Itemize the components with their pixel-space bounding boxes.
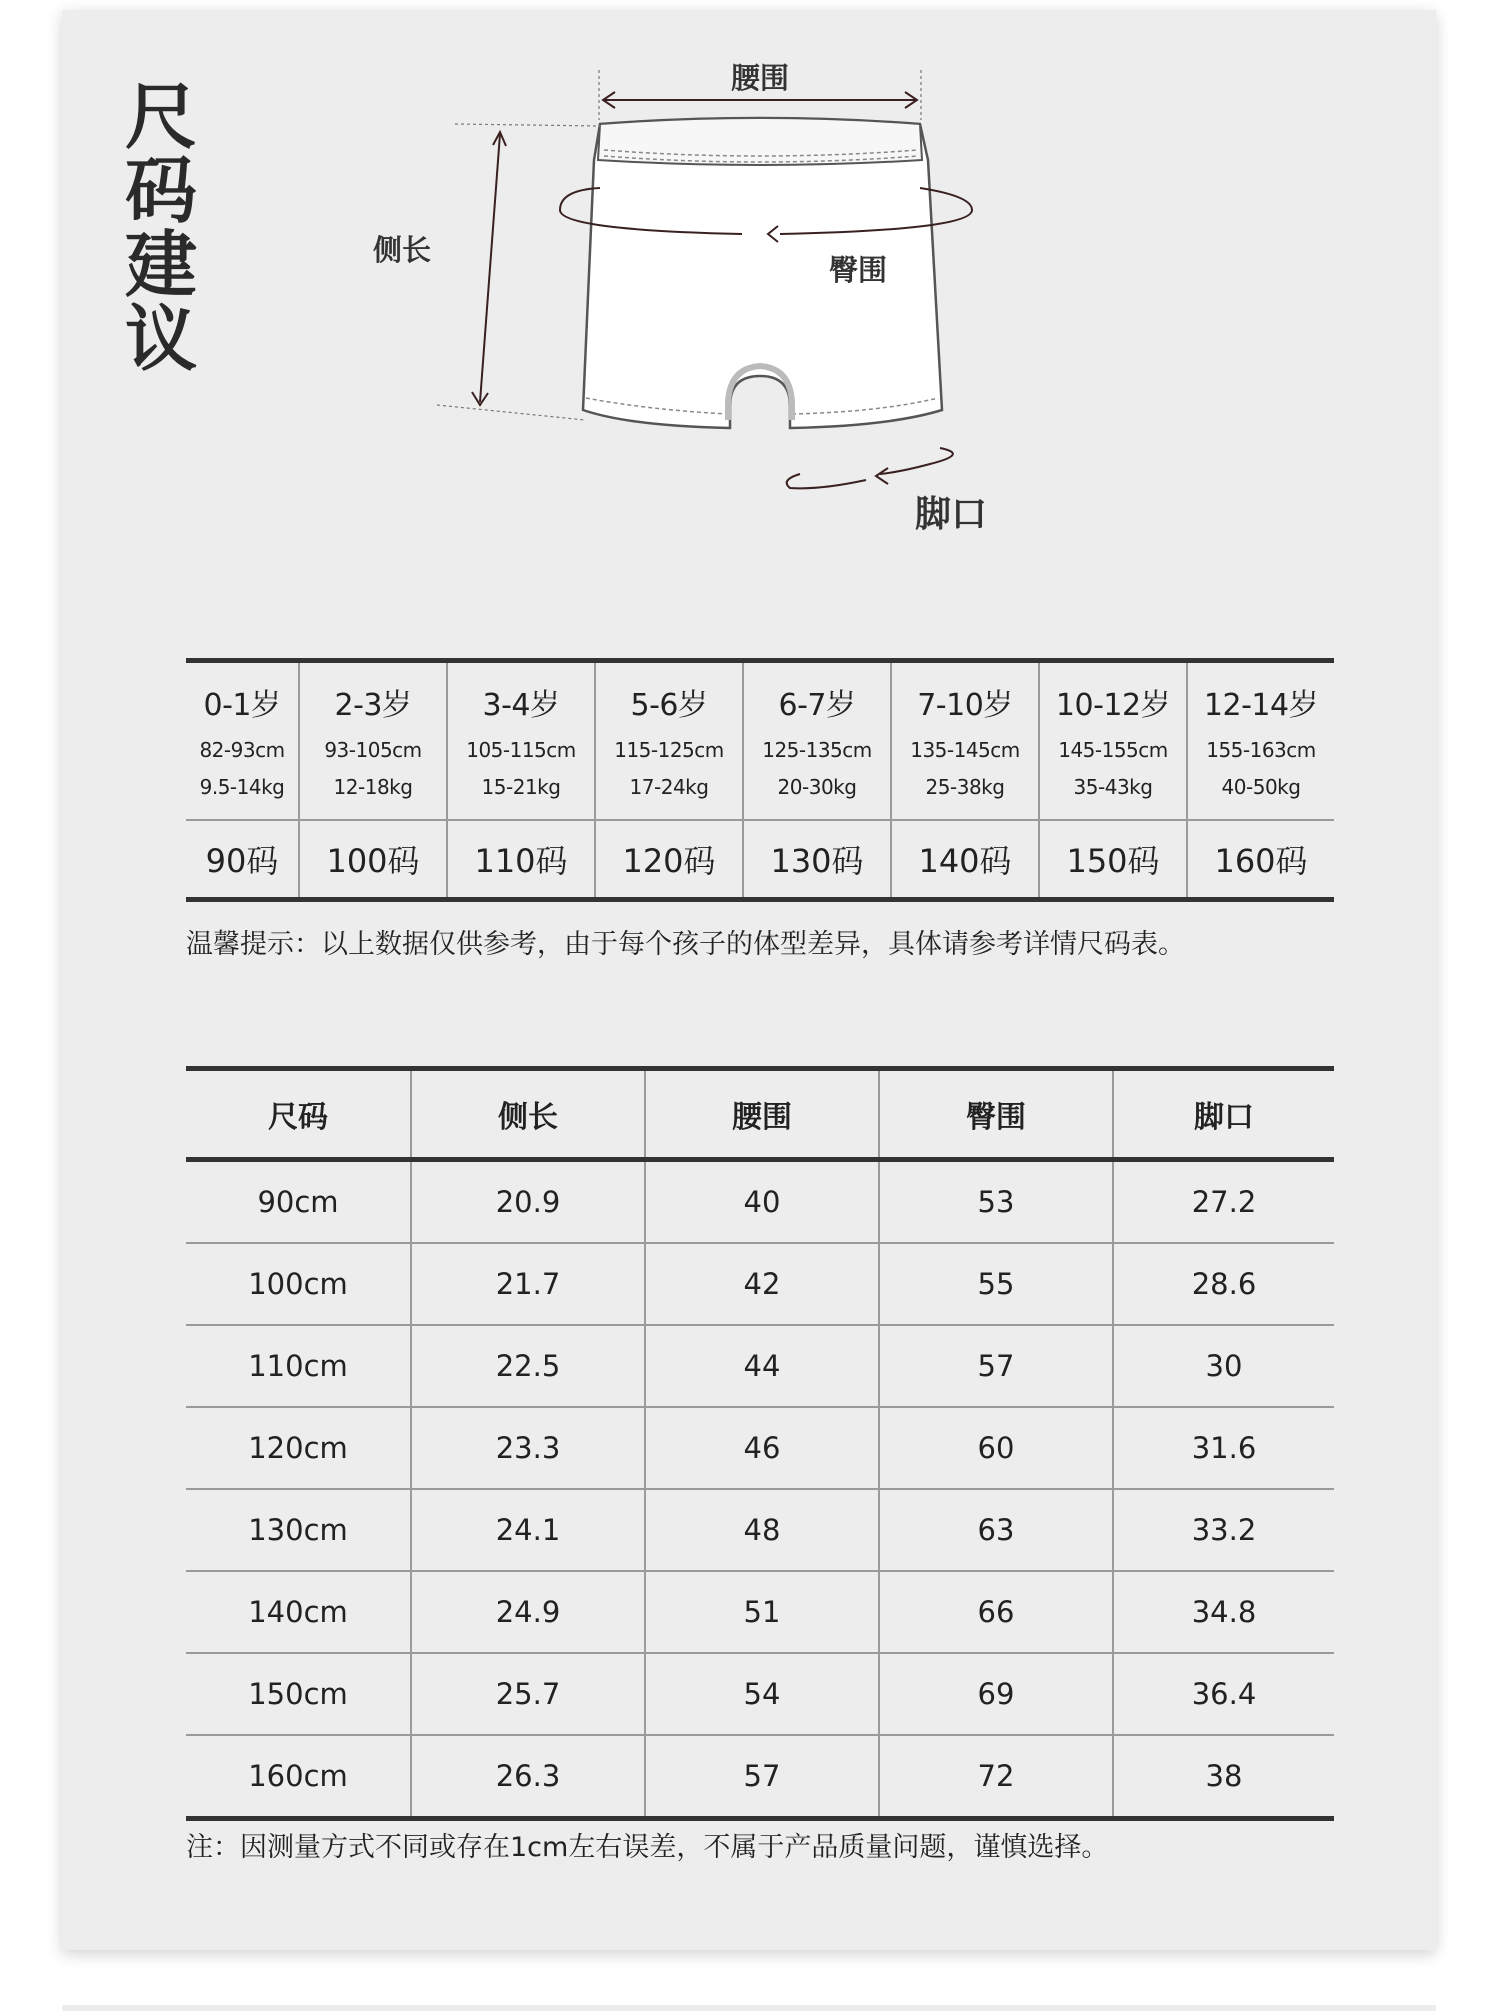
note-text: 注：因测量方式不同或存在1cm左右误差，不属于产品质量问题，谨慎选择。: [186, 1832, 1109, 1863]
shorts-diagram: [0, 0, 1500, 560]
title-char: 尺: [125, 75, 198, 159]
age-info: [596, 663, 742, 821]
bottom-divider: [62, 2005, 1436, 2011]
age-column: [186, 663, 298, 897]
table-cell: 42: [645, 1243, 879, 1325]
table-cell: 27.2: [1113, 1160, 1334, 1244]
waist-label: 腰围: [731, 61, 790, 95]
table-cell: 48: [645, 1489, 879, 1571]
age-column: [1186, 663, 1334, 897]
table-cell: 63: [879, 1489, 1113, 1571]
table-cell: 20.9: [411, 1160, 645, 1244]
header-size: 尺码: [186, 1069, 411, 1160]
table-cell: 31.6: [1113, 1407, 1334, 1489]
table-row: [186, 1325, 1334, 1407]
table-cell: 34.8: [1113, 1571, 1334, 1653]
table-cell: 46: [645, 1407, 879, 1489]
table-row: [186, 1407, 1334, 1489]
age-label: 0-1岁: [203, 688, 281, 723]
table-cell: 110cm: [186, 1325, 411, 1407]
tip-text: 温馨提示：以上数据仅供参考，由于每个孩子的体型差异，具体请参考详情尺码表。: [186, 929, 1185, 960]
title-char: 码: [125, 149, 198, 233]
age-info: [448, 663, 594, 821]
table-cell: 54: [645, 1653, 879, 1735]
table-cell: 33.2: [1113, 1489, 1334, 1571]
title-char: 建: [125, 223, 198, 307]
age-info: [1040, 663, 1186, 821]
recommended-size: 100码: [326, 842, 420, 880]
age-info: [1188, 663, 1334, 821]
age-column: [890, 663, 1038, 897]
table-cell: 25.7: [411, 1653, 645, 1735]
weight-range: 15-21kg: [481, 775, 561, 799]
table-cell: 140cm: [186, 1571, 411, 1653]
header-waist: 腰围: [645, 1069, 879, 1160]
table-cell: 72: [879, 1735, 1113, 1819]
table-cell: 160cm: [186, 1735, 411, 1819]
table-cell: 69: [879, 1653, 1113, 1735]
weight-range: 25-38kg: [925, 775, 1005, 799]
recommended-size: 160码: [1214, 842, 1308, 880]
table-cell: 44: [645, 1325, 879, 1407]
age-column: [1038, 663, 1186, 897]
table-cell: 150cm: [186, 1653, 411, 1735]
table-cell: 66: [879, 1571, 1113, 1653]
table-cell: 57: [879, 1325, 1113, 1407]
table-cell: 21.7: [411, 1243, 645, 1325]
age-label: 10-12岁: [1055, 688, 1171, 723]
age-column: [298, 663, 446, 897]
age-label: 5-6岁: [630, 688, 708, 723]
leg-opening-label: 脚口: [915, 494, 988, 535]
height-range: 115-125cm: [614, 738, 724, 762]
height-range: 93-105cm: [324, 738, 422, 762]
height-range: 105-115cm: [466, 738, 576, 762]
table-row: [186, 1653, 1334, 1735]
weight-range: 20-30kg: [777, 775, 857, 799]
recommended-size: 90码: [205, 842, 279, 880]
table-row: [186, 1489, 1334, 1571]
side-length-label: 侧长: [373, 233, 432, 267]
age-column: [742, 663, 890, 897]
measurement-table: [186, 1066, 1334, 1821]
recommended-size: 110码: [474, 842, 568, 880]
age-label: 3-4岁: [482, 688, 560, 723]
weight-range: 12-18kg: [333, 775, 413, 799]
weight-range: 40-50kg: [1221, 775, 1301, 799]
table-cell: 100cm: [186, 1243, 411, 1325]
table-cell: 30: [1113, 1325, 1334, 1407]
height-range: 135-145cm: [910, 738, 1020, 762]
table-cell: 55: [879, 1243, 1113, 1325]
age-size-table: [186, 658, 1334, 902]
weight-range: 17-24kg: [629, 775, 709, 799]
table-row: [186, 1243, 1334, 1325]
weight-range: 9.5-14kg: [199, 775, 285, 799]
table-row: [186, 1160, 1334, 1244]
age-label: 2-3岁: [334, 688, 412, 723]
recommended-size: 120码: [622, 842, 716, 880]
height-range: 125-135cm: [762, 738, 872, 762]
table-row: [186, 1571, 1334, 1653]
hip-label: 臀围: [829, 253, 888, 287]
table-cell: 22.5: [411, 1325, 645, 1407]
weight-range: 35-43kg: [1073, 775, 1153, 799]
table-row: [186, 1735, 1334, 1819]
age-column: [446, 663, 594, 897]
header-leg-opening: 脚口: [1113, 1069, 1334, 1160]
table-cell: 90cm: [186, 1160, 411, 1244]
title-char: 议: [125, 297, 198, 381]
height-range: 145-155cm: [1058, 738, 1168, 762]
height-range: 155-163cm: [1206, 738, 1316, 762]
age-info: [744, 663, 890, 821]
recommended-size: 150码: [1066, 842, 1160, 880]
age-label: 12-14岁: [1203, 688, 1319, 723]
table-cell: 60: [879, 1407, 1113, 1489]
age-label: 6-7岁: [778, 688, 856, 723]
table-cell: 23.3: [411, 1407, 645, 1489]
table-cell: 24.1: [411, 1489, 645, 1571]
age-info: [186, 663, 298, 821]
header-side-length: 侧长: [411, 1069, 645, 1160]
header-hip: 臀围: [879, 1069, 1113, 1160]
age-label: 7-10岁: [917, 688, 1013, 723]
age-info: [892, 663, 1038, 821]
recommended-size: 140码: [918, 842, 1012, 880]
table-cell: 53: [879, 1160, 1113, 1244]
table-cell: 24.9: [411, 1571, 645, 1653]
table-cell: 38: [1113, 1735, 1334, 1819]
height-range: 82-93cm: [199, 738, 285, 762]
recommended-size: 130码: [770, 842, 864, 880]
age-column: [594, 663, 742, 897]
table-cell: 130cm: [186, 1489, 411, 1571]
table-cell: 51: [645, 1571, 879, 1653]
table-cell: 28.6: [1113, 1243, 1334, 1325]
table-header-row: [186, 1069, 1334, 1160]
table-cell: 40: [645, 1160, 879, 1244]
table-cell: 26.3: [411, 1735, 645, 1819]
table-cell: 120cm: [186, 1407, 411, 1489]
table-cell: 36.4: [1113, 1653, 1334, 1735]
table-cell: 57: [645, 1735, 879, 1819]
age-info: [300, 663, 446, 821]
